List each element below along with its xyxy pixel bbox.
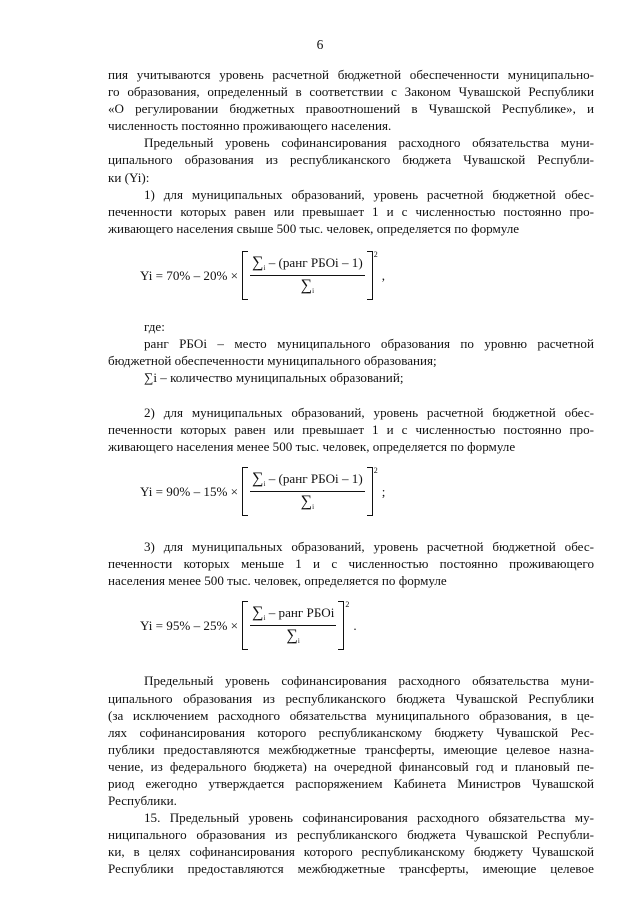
text-line: го образования, определенный в соответствии с Законом Чувашской Республики <box>108 84 594 100</box>
formula-2 <box>140 467 594 516</box>
text-line: 15. Предельный уровень софинансирования расходного обязательства му- <box>144 810 594 826</box>
text-line: Предельный уровень софинансирования расходного обязательства муни- <box>144 135 594 151</box>
formula-lhs: Yi = 90% – 15% × <box>140 483 239 499</box>
text-line: ки (Yi): <box>108 169 150 185</box>
text-line: 1) для муниципальных образований, уровень расчетной бюджетной обес- <box>144 186 594 202</box>
text-line: печенности которых равен или превышает 1 и с численностью постоянно про- <box>108 421 594 437</box>
formula-bracket <box>242 467 373 516</box>
paragraph-continuation <box>108 66 594 134</box>
text-line: ципального образования из республиканского бюджета Чувашской Республики <box>108 690 594 706</box>
text-line: риод ежегодно утверждается распоряжением Кабинета Министров Чувашской <box>108 776 594 791</box>
text-line: «О регулировании бюджетных правоотношений в Чувашской Республике», и <box>108 101 594 117</box>
text-line: 3) для муниципальных образований, уровень расчетной бюджетной обес- <box>144 538 594 554</box>
formula-1 <box>140 251 594 300</box>
formula-denominator: $\sum_i$ <box>250 625 336 647</box>
text-line: Республики. <box>108 793 177 809</box>
formula-exponent: 2 <box>373 465 378 475</box>
paragraph-annual-approval <box>108 672 594 809</box>
text-line: живающего населения свыше 500 тыс. человек, определяется по формуле <box>108 220 520 236</box>
formula-numerator: $\sum_i$ – (ранг РБОi – 1) <box>252 253 363 272</box>
list-item-1 <box>108 186 594 237</box>
page-number: 6 <box>316 37 324 52</box>
definition-sum <box>108 369 594 386</box>
formula-exponent: 2 <box>373 249 378 259</box>
formula-lhs: Yi = 70% – 20% × <box>140 267 239 283</box>
text-line: публики предоставляются межбюджетные трансферты, имеющие целевое назна- <box>108 741 594 757</box>
formula-bracket <box>242 601 344 650</box>
formula-fraction <box>245 254 370 297</box>
text-line: печенности которых меньше 1 и с численностью постоянно проживающего <box>108 556 594 572</box>
paragraph-item-15 <box>108 809 594 877</box>
formula-punctuation: . <box>353 618 357 634</box>
formula-denominator: $\sum_i$ <box>250 491 365 513</box>
formula-fraction <box>245 470 370 513</box>
definition-rank <box>108 335 594 369</box>
formula-3 <box>140 601 594 650</box>
list-item-2 <box>108 404 594 455</box>
formula-bracket <box>242 251 373 300</box>
formula-exponent: 2 <box>345 600 350 610</box>
text-line: ки, в целях софинансирования которого республиканскому бюджету Чувашской <box>108 844 594 860</box>
text-line: лях софинансирования которого республиканскому бюджету Чувашской Рес- <box>108 724 594 740</box>
formula-fraction <box>245 604 341 647</box>
text-line: ранг РБОi – место муниципального образования по уровню расчетной <box>144 336 594 352</box>
formula-punctuation: , <box>381 267 385 283</box>
text-line: населения менее 500 тыс. человек, определяется по формуле <box>108 573 447 589</box>
list-item-3 <box>108 538 594 589</box>
where-label: где: <box>144 319 165 335</box>
formula-numerator: $\sum_i$ – (ранг РБОi – 1) <box>252 469 363 488</box>
text-line: численность постоянно проживающего населения. <box>108 118 392 134</box>
text-line: бюджетной обеспеченности муниципального образования; <box>108 353 437 369</box>
text-line: 2) для муниципальных образований, уровень расчетной бюджетной обес- <box>144 404 594 420</box>
text-line: ципального образования из республиканского бюджета Чувашской Республи- <box>108 152 594 168</box>
text-line: ∑i – количество муниципальных образований; <box>144 370 404 386</box>
formula-numerator: $\sum_i$ – ранг РБОi <box>252 604 335 623</box>
document-body <box>108 66 594 878</box>
text-line: пия учитываются уровень расчетной бюджетной обеспеченности муниципально- <box>108 67 594 82</box>
text-line: живающего населения менее 500 тыс. человек, определяется по формуле <box>108 438 516 454</box>
text-line: Республики предоставляются межбюджетные трансферты, имеющие целевое <box>108 861 594 877</box>
text-line: ниципального образования из республиканского бюджета Чувашской Республи- <box>108 827 594 843</box>
formula-denominator: $\sum_i$ <box>250 275 365 297</box>
formula-punctuation: ; <box>381 483 386 499</box>
text-line: Предельный уровень софинансирования расходного обязательства муни- <box>144 673 594 689</box>
paragraph-cofinancing-level <box>108 134 594 185</box>
text-line: чение, из федерального бюджета) на очередной финансовый год и плановый пе- <box>108 758 594 774</box>
text-line: (за исключением расходного обязательства муниципального образования, в це- <box>108 707 594 723</box>
formula-lhs: Yi = 95% – 25% × <box>140 618 239 634</box>
text-line: печенности которых равен или превышает 1 и с численностью постоянно про- <box>108 203 594 219</box>
